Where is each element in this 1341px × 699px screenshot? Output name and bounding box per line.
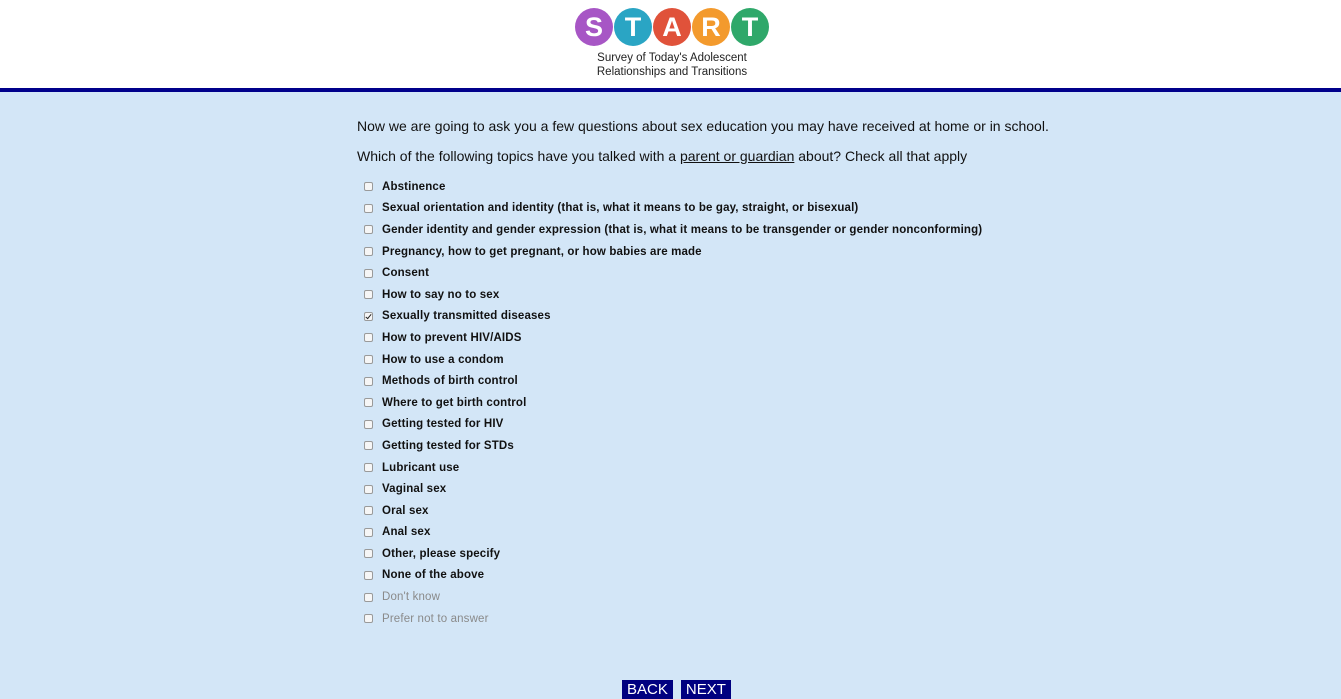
option-label[interactable]: Vaginal sex xyxy=(382,483,447,496)
back-button[interactable]: BACK xyxy=(622,680,673,699)
checkbox-option[interactable] xyxy=(364,565,1057,587)
question-suffix: about? Check all that apply xyxy=(794,148,968,164)
checkbox-option[interactable] xyxy=(364,522,1057,544)
option-label[interactable]: Oral sex xyxy=(382,504,429,517)
checkbox[interactable] xyxy=(364,269,373,278)
checkbox-option[interactable] xyxy=(364,327,1057,349)
question-prefix: Which of the following topics have you talked with a xyxy=(357,148,680,164)
checkbox-option[interactable] xyxy=(364,219,1057,241)
logo-letter: T xyxy=(614,8,652,46)
checkbox-option[interactable] xyxy=(364,176,1057,198)
option-label[interactable]: None of the above xyxy=(382,569,485,582)
logo-subtitle-line2: Relationships and Transitions xyxy=(596,66,748,78)
checkbox-option[interactable] xyxy=(364,414,1057,436)
option-label[interactable]: Other, please specify xyxy=(382,547,501,560)
checkbox-option[interactable] xyxy=(364,586,1057,608)
option-label[interactable]: How to say no to sex xyxy=(382,288,500,301)
option-label[interactable]: Lubricant use xyxy=(382,461,460,474)
checkbox-option[interactable] xyxy=(364,543,1057,565)
checkbox[interactable] xyxy=(364,182,373,191)
survey-content xyxy=(357,118,1057,629)
checkbox[interactable] xyxy=(364,398,373,407)
option-label[interactable]: How to prevent HIV/AIDS xyxy=(382,331,522,344)
page-header xyxy=(0,0,1341,92)
option-label[interactable]: Don't know xyxy=(382,591,441,604)
option-label[interactable]: Getting tested for STDs xyxy=(382,439,514,452)
checkbox-option[interactable] xyxy=(364,262,1057,284)
checkbox-option[interactable] xyxy=(364,284,1057,306)
checkbox[interactable] xyxy=(364,290,373,299)
options-list xyxy=(364,176,1057,629)
checkbox[interactable] xyxy=(364,355,373,364)
option-label[interactable]: Pregnancy, how to get pregnant, or how babies are made xyxy=(382,245,702,258)
checkbox[interactable] xyxy=(364,463,373,472)
question-emphasis: parent or guardian xyxy=(679,148,795,164)
checkbox[interactable] xyxy=(364,593,373,602)
option-label[interactable]: Where to get birth control xyxy=(382,396,527,409)
logo-subtitle xyxy=(574,51,770,79)
option-label[interactable]: Anal sex xyxy=(382,526,431,539)
checkbox-option[interactable] xyxy=(364,457,1057,479)
logo-letter: T xyxy=(731,8,769,46)
checkbox-option[interactable] xyxy=(364,241,1057,263)
checkbox[interactable] xyxy=(364,441,373,450)
logo-letter: S xyxy=(575,8,613,46)
checkbox-option[interactable] xyxy=(364,349,1057,371)
checkbox-option[interactable] xyxy=(364,306,1057,328)
navigation xyxy=(622,680,731,699)
checkbox-option[interactable] xyxy=(364,435,1057,457)
checkbox[interactable] xyxy=(364,204,373,213)
logo-subtitle-line1: Survey of Today's Adolescent xyxy=(597,52,747,64)
option-label[interactable]: Sexual orientation and identity (that is, what it means to be gay, straight, or bisexual) xyxy=(382,202,859,215)
checkbox[interactable] xyxy=(364,549,373,558)
start-logo xyxy=(574,8,770,79)
logo-letter: R xyxy=(692,8,730,46)
checkbox[interactable] xyxy=(364,571,373,580)
checkbox[interactable] xyxy=(364,333,373,342)
checkbox-checked[interactable] xyxy=(364,312,373,321)
checkbox[interactable] xyxy=(364,614,373,623)
checkbox-option[interactable] xyxy=(364,608,1057,630)
checkbox[interactable] xyxy=(364,528,373,537)
option-label[interactable]: Prefer not to answer xyxy=(382,612,489,625)
intro-text: Now we are going to ask you a few questions about sex education you may have received at home or in school. xyxy=(357,118,1049,134)
checkbox[interactable] xyxy=(364,225,373,234)
checkbox-option[interactable] xyxy=(364,370,1057,392)
option-label[interactable]: Consent xyxy=(382,267,430,280)
checkbox-option[interactable] xyxy=(364,500,1057,522)
next-button[interactable]: NEXT xyxy=(681,680,731,699)
checkbox[interactable] xyxy=(364,247,373,256)
option-label[interactable]: Methods of birth control xyxy=(382,375,518,388)
checkbox[interactable] xyxy=(364,420,373,429)
option-label[interactable]: Abstinence xyxy=(382,180,446,193)
logo-letters xyxy=(574,8,770,46)
question-text xyxy=(357,148,1057,164)
checkbox[interactable] xyxy=(364,377,373,386)
checkbox[interactable] xyxy=(364,506,373,515)
checkbox-option[interactable] xyxy=(364,478,1057,500)
option-label[interactable]: Gender identity and gender expression (that is, what it means to be transgender or gender nonconforming) xyxy=(382,223,983,236)
checkbox-option[interactable] xyxy=(364,198,1057,220)
option-label[interactable]: Getting tested for HIV xyxy=(382,418,504,431)
logo-letter: A xyxy=(653,8,691,46)
checkbox[interactable] xyxy=(364,485,373,494)
checkbox-option[interactable] xyxy=(364,392,1057,414)
option-label[interactable]: Sexually transmitted diseases xyxy=(382,310,551,323)
option-label[interactable]: How to use a condom xyxy=(382,353,504,366)
